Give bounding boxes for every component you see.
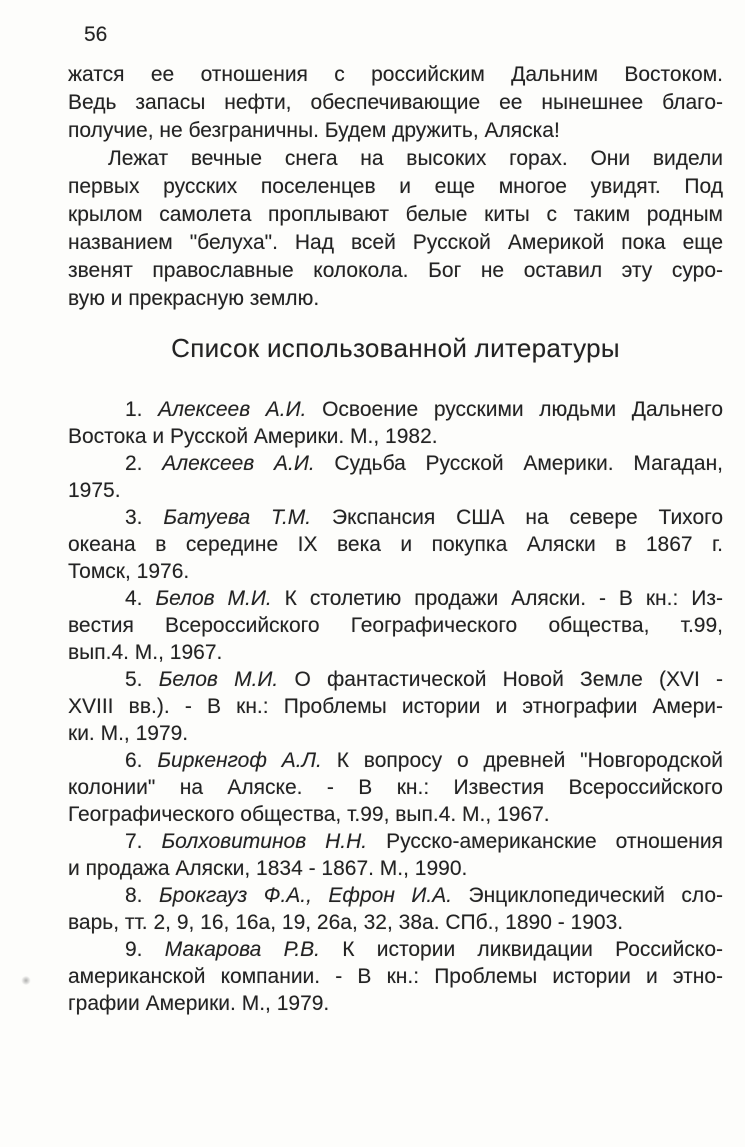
text-segment: колонии" на Аляске. - В кн.: Известия Всероссийского bbox=[68, 776, 723, 799]
author-name: Болховитинов Н.Н. bbox=[161, 830, 368, 853]
bibliography-item bbox=[68, 504, 723, 585]
text-line bbox=[68, 450, 723, 477]
author-name: Алексеев А.И. bbox=[162, 452, 315, 475]
text-segment: первых русских поселенцев и еще многое увидят. Под bbox=[68, 175, 723, 198]
text-segment: Экспансия США на севере Тихого bbox=[311, 506, 723, 529]
text-segment: 1. bbox=[125, 398, 159, 421]
text-line bbox=[68, 531, 723, 558]
intro-paragraph bbox=[68, 61, 723, 145]
text-segment: 2. bbox=[125, 452, 163, 475]
author-name: Алексеев А.И. bbox=[158, 398, 307, 421]
text-line bbox=[68, 666, 723, 693]
text-line bbox=[68, 201, 723, 229]
text-segment: названием "белуха". Над всей Русской Америкой пока еще bbox=[68, 231, 723, 254]
text-line bbox=[68, 963, 723, 990]
text-segment: Лежат вечные снега на высоких горах. Они видели bbox=[108, 147, 723, 170]
author-name: Белов М.И. bbox=[158, 668, 279, 691]
author-name: Батуева Т.М. bbox=[163, 506, 312, 529]
text-line bbox=[68, 936, 723, 963]
bibliography-item bbox=[68, 585, 723, 666]
text-segment: К истории ликвидации Российско- bbox=[320, 938, 723, 961]
text-line bbox=[68, 774, 723, 801]
intro-text bbox=[68, 61, 723, 313]
author-name: Белов М.И. bbox=[155, 587, 272, 610]
bibliography-item bbox=[68, 450, 723, 504]
text-segment: XVIII вв.). - В кн.: Проблемы истории и этнографии Амери- bbox=[68, 695, 723, 718]
bibliography-item bbox=[68, 396, 723, 450]
text-segment: Ведь запасы нефти, обеспечивающие ее нынешнее благо- bbox=[68, 91, 723, 114]
text-line bbox=[68, 855, 723, 882]
text-line bbox=[68, 558, 723, 585]
text-line bbox=[68, 882, 723, 909]
text-line bbox=[68, 585, 723, 612]
text-segment: ки. М., 1979. bbox=[68, 722, 189, 745]
author-name: Биркенгоф А.Л. bbox=[157, 749, 322, 772]
text-segment: 5. bbox=[125, 668, 159, 691]
text-line bbox=[68, 747, 723, 774]
text-segment: 1975. bbox=[68, 479, 121, 502]
text-segment: получие, не безграничны. Будем дружить, Аляска! bbox=[68, 119, 560, 142]
bibliography-item bbox=[68, 882, 723, 936]
text-segment: К вопросу о древней "Новгородской bbox=[321, 749, 723, 772]
text-segment: Судьба Русской Америки. Магадан, bbox=[314, 452, 723, 475]
text-segment: графии Америки. М., 1979. bbox=[68, 992, 330, 1015]
text-line bbox=[68, 909, 723, 936]
text-line bbox=[68, 693, 723, 720]
text-segment: 4. bbox=[125, 587, 156, 610]
text-line bbox=[68, 504, 723, 531]
text-line bbox=[68, 145, 723, 173]
text-line bbox=[68, 612, 723, 639]
text-segment: Энциклопедический сло- bbox=[452, 884, 723, 907]
bibliography-item bbox=[68, 936, 723, 1017]
text-segment: звенят православные колокола. Бог не оставил эту суро- bbox=[68, 259, 723, 282]
scan-artifact bbox=[21, 976, 31, 985]
page-number: 56 bbox=[84, 23, 108, 46]
section-heading: Список использованной литературы bbox=[171, 333, 620, 363]
text-segment: жатся ее отношения с российским Дальним Востоком. bbox=[68, 63, 723, 86]
text-segment: Русско-американские отношения bbox=[367, 830, 723, 853]
author-name: Брокгауз Ф.А., Ефрон И.А. bbox=[158, 884, 453, 907]
text-segment: варь, тт. 2, 9, 16, 16а, 19, 26а, 32, 38а. СПб., 1890 - 1903. bbox=[68, 911, 624, 934]
author-name: Макарова Р.В. bbox=[164, 938, 320, 961]
text-line bbox=[68, 285, 723, 313]
text-segment: О фантастической Новой Земле (XVI - bbox=[278, 668, 723, 691]
bibliography-list bbox=[68, 396, 723, 1017]
text-line bbox=[68, 477, 723, 504]
text-segment: 9. bbox=[125, 938, 165, 961]
text-segment: Томск, 1976. bbox=[68, 560, 190, 583]
text-line bbox=[68, 801, 723, 828]
text-line bbox=[68, 423, 723, 450]
text-segment: крылом самолета проплывают белые киты с таким родным bbox=[68, 203, 723, 226]
bibliography-item bbox=[68, 828, 723, 882]
text-segment: Географического общества, т.99, вып.4. М., 1967. bbox=[68, 803, 550, 826]
text-line bbox=[68, 173, 723, 201]
text-segment: океана в середине IX века и покупка Аляски в 1867 г. bbox=[68, 533, 723, 556]
text-line bbox=[68, 89, 723, 117]
text-line bbox=[68, 720, 723, 747]
text-line bbox=[68, 396, 723, 423]
text-segment: Востока и Русской Америки. М., 1982. bbox=[68, 425, 438, 448]
text-line bbox=[68, 990, 723, 1017]
text-line bbox=[68, 117, 723, 145]
text-segment: вую и прекрасную землю. bbox=[68, 287, 320, 310]
text-segment: и продажа Аляски, 1834 - 1867. М., 1990. bbox=[68, 857, 468, 880]
intro-paragraph bbox=[68, 145, 723, 313]
text-segment: К столетию продажи Аляски. - В кн.: Из- bbox=[271, 587, 723, 610]
text-segment: Освоение русскими людьми Дальнего bbox=[306, 398, 724, 421]
text-line bbox=[68, 828, 723, 855]
text-line bbox=[68, 639, 723, 666]
bibliography-item bbox=[68, 747, 723, 828]
text-segment: американской компании. - В кн.: Проблемы истории и этно- bbox=[68, 965, 723, 988]
text-segment: 3. bbox=[125, 506, 164, 529]
text-segment: вестия Всероссийского Географического общества, т.99, bbox=[68, 614, 723, 637]
bibliography-item bbox=[68, 666, 723, 747]
text-line bbox=[68, 61, 723, 89]
text-line bbox=[68, 229, 723, 257]
text-segment: 7. bbox=[125, 830, 162, 853]
text-segment: 8. bbox=[125, 884, 159, 907]
text-line bbox=[68, 257, 723, 285]
text-segment: 6. bbox=[125, 749, 158, 772]
text-segment: вып.4. М., 1967. bbox=[68, 641, 223, 664]
